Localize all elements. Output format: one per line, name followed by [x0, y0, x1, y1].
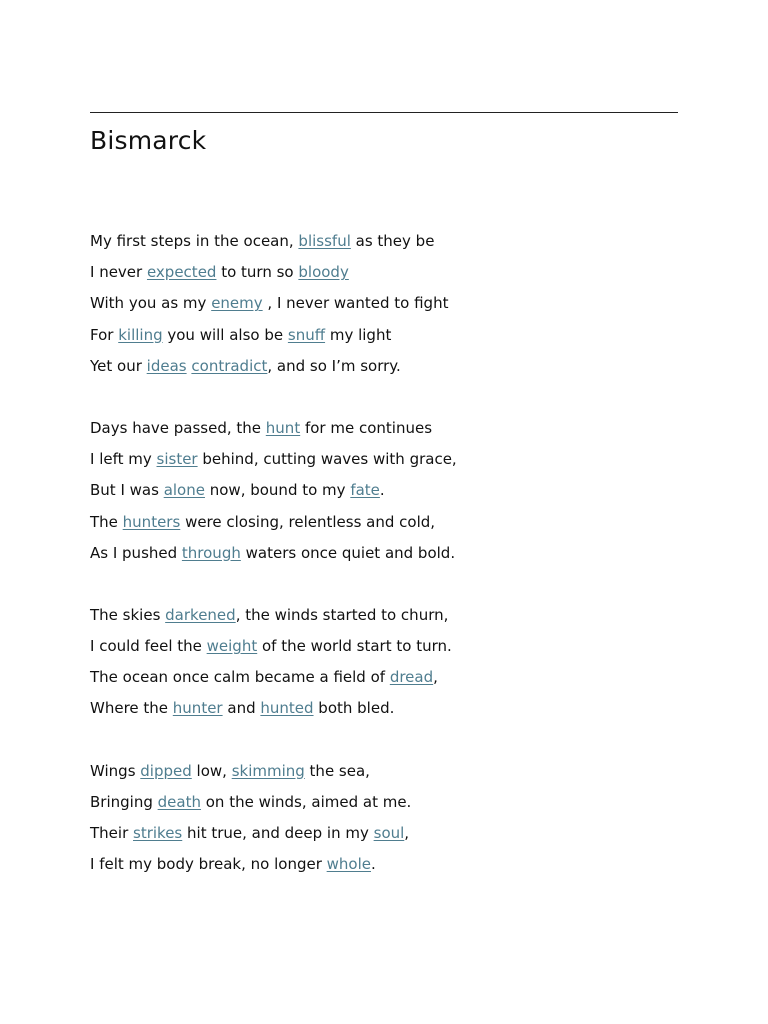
line-text: . — [379, 481, 385, 500]
poem-line — [90, 507, 690, 538]
word-link[interactable]: alone — [163, 481, 205, 500]
line-text: my light — [325, 325, 392, 344]
word-link[interactable]: blissful — [298, 232, 351, 250]
poem-line — [90, 693, 690, 724]
word-link[interactable]: sister — [156, 450, 198, 469]
line-text: Days have passed, the — [90, 418, 266, 437]
word-link[interactable]: darkened — [165, 605, 236, 624]
poem-line — [90, 818, 690, 849]
line-text: , the winds started to churn, — [235, 605, 449, 624]
line-text: Yet our — [90, 356, 147, 375]
line-text: , — [433, 668, 438, 687]
poem-line — [90, 538, 690, 569]
line-text: both bled. — [313, 699, 395, 718]
line-text: were closing, relentless and cold, — [180, 512, 436, 531]
line-text: Bringing — [90, 792, 158, 811]
line-text: to turn so — [216, 263, 299, 282]
word-link[interactable]: through — [181, 543, 241, 562]
word-link[interactable]: strikes — [133, 824, 183, 842]
line-text: behind, cutting waves with grace, — [197, 450, 457, 469]
line-text: waters once quiet and bold. — [240, 543, 456, 562]
line-text: But I was — [90, 481, 164, 500]
page-title: Bismarck — [90, 126, 207, 155]
word-link[interactable]: death — [157, 792, 201, 811]
stanza — [90, 756, 690, 881]
word-link[interactable]: fate — [350, 481, 380, 500]
stanza — [90, 600, 690, 725]
line-text: The — [90, 512, 123, 531]
poem-line — [90, 257, 690, 288]
line-text: As I pushed — [90, 543, 182, 562]
line-text: I felt my body break, no longer — [90, 855, 327, 874]
line-text: I left my — [90, 450, 157, 469]
word-link[interactable]: killing — [118, 325, 163, 344]
line-text: hit true, and deep in my — [182, 824, 374, 842]
word-link[interactable]: snuff — [287, 325, 326, 344]
word-link[interactable]: expected — [146, 263, 217, 282]
stanza-gap — [90, 569, 690, 600]
stanza — [90, 413, 690, 569]
word-link[interactable]: hunter — [172, 699, 223, 718]
line-text: . — [371, 855, 376, 874]
word-link[interactable]: whole — [326, 855, 371, 874]
poem-line — [90, 849, 690, 880]
line-text: and — [222, 699, 261, 718]
word-link[interactable]: hunters — [122, 512, 181, 531]
word-link[interactable]: hunt — [265, 418, 301, 437]
word-link[interactable]: soul — [373, 824, 405, 842]
line-text: , — [404, 824, 410, 842]
line-text: The skies — [90, 605, 166, 624]
poem-line — [90, 756, 690, 787]
line-text: I could feel the — [90, 637, 207, 656]
poem-line — [90, 226, 690, 257]
line-text: Their — [90, 824, 134, 842]
poem-body — [90, 226, 690, 880]
word-link[interactable]: enemy — [211, 294, 263, 313]
line-text: Where the — [90, 699, 173, 718]
word-link[interactable]: bloody — [298, 263, 349, 282]
poem-line — [90, 351, 690, 382]
line-text: of the world start to turn. — [257, 637, 452, 656]
line-text: now, bound to my — [204, 481, 351, 500]
poem-line — [90, 288, 690, 319]
line-text: I never — [90, 263, 147, 282]
line-text: for me continues — [300, 418, 433, 437]
line-text: The ocean once calm became a field of — [90, 668, 390, 687]
stanza-gap — [90, 725, 690, 756]
line-text: low, — [191, 761, 232, 780]
poem-line — [90, 600, 690, 631]
line-text: on the winds, aimed at me. — [200, 792, 412, 811]
line-text: Wings — [90, 761, 141, 780]
poem-line — [90, 662, 690, 693]
stanza-gap — [90, 382, 690, 413]
line-text: My first steps in the ocean, — [90, 232, 299, 250]
poem-line — [90, 787, 690, 818]
line-text: , I never wanted to fight — [262, 294, 449, 313]
word-link[interactable]: hunted — [260, 699, 314, 718]
poem-line — [90, 444, 690, 475]
line-text: you will also be — [162, 325, 288, 344]
line-text: With you as my — [90, 294, 212, 313]
word-link[interactable]: skimming — [231, 761, 305, 780]
poem-line — [90, 413, 690, 444]
poem-line — [90, 320, 690, 351]
poem-line — [90, 475, 690, 506]
word-link[interactable]: ideas — [146, 356, 187, 375]
word-link[interactable]: dread — [389, 668, 434, 687]
line-text: as they be — [350, 232, 435, 250]
word-link[interactable]: weight — [206, 637, 258, 656]
line-text: For — [90, 325, 119, 344]
line-text: the sea, — [304, 761, 370, 780]
word-link[interactable]: contradict — [191, 356, 268, 375]
title-divider — [90, 112, 678, 113]
line-text: , and so I’m sorry. — [267, 356, 401, 375]
stanza — [90, 226, 690, 382]
poem-line — [90, 631, 690, 662]
word-link[interactable]: dipped — [140, 761, 192, 780]
